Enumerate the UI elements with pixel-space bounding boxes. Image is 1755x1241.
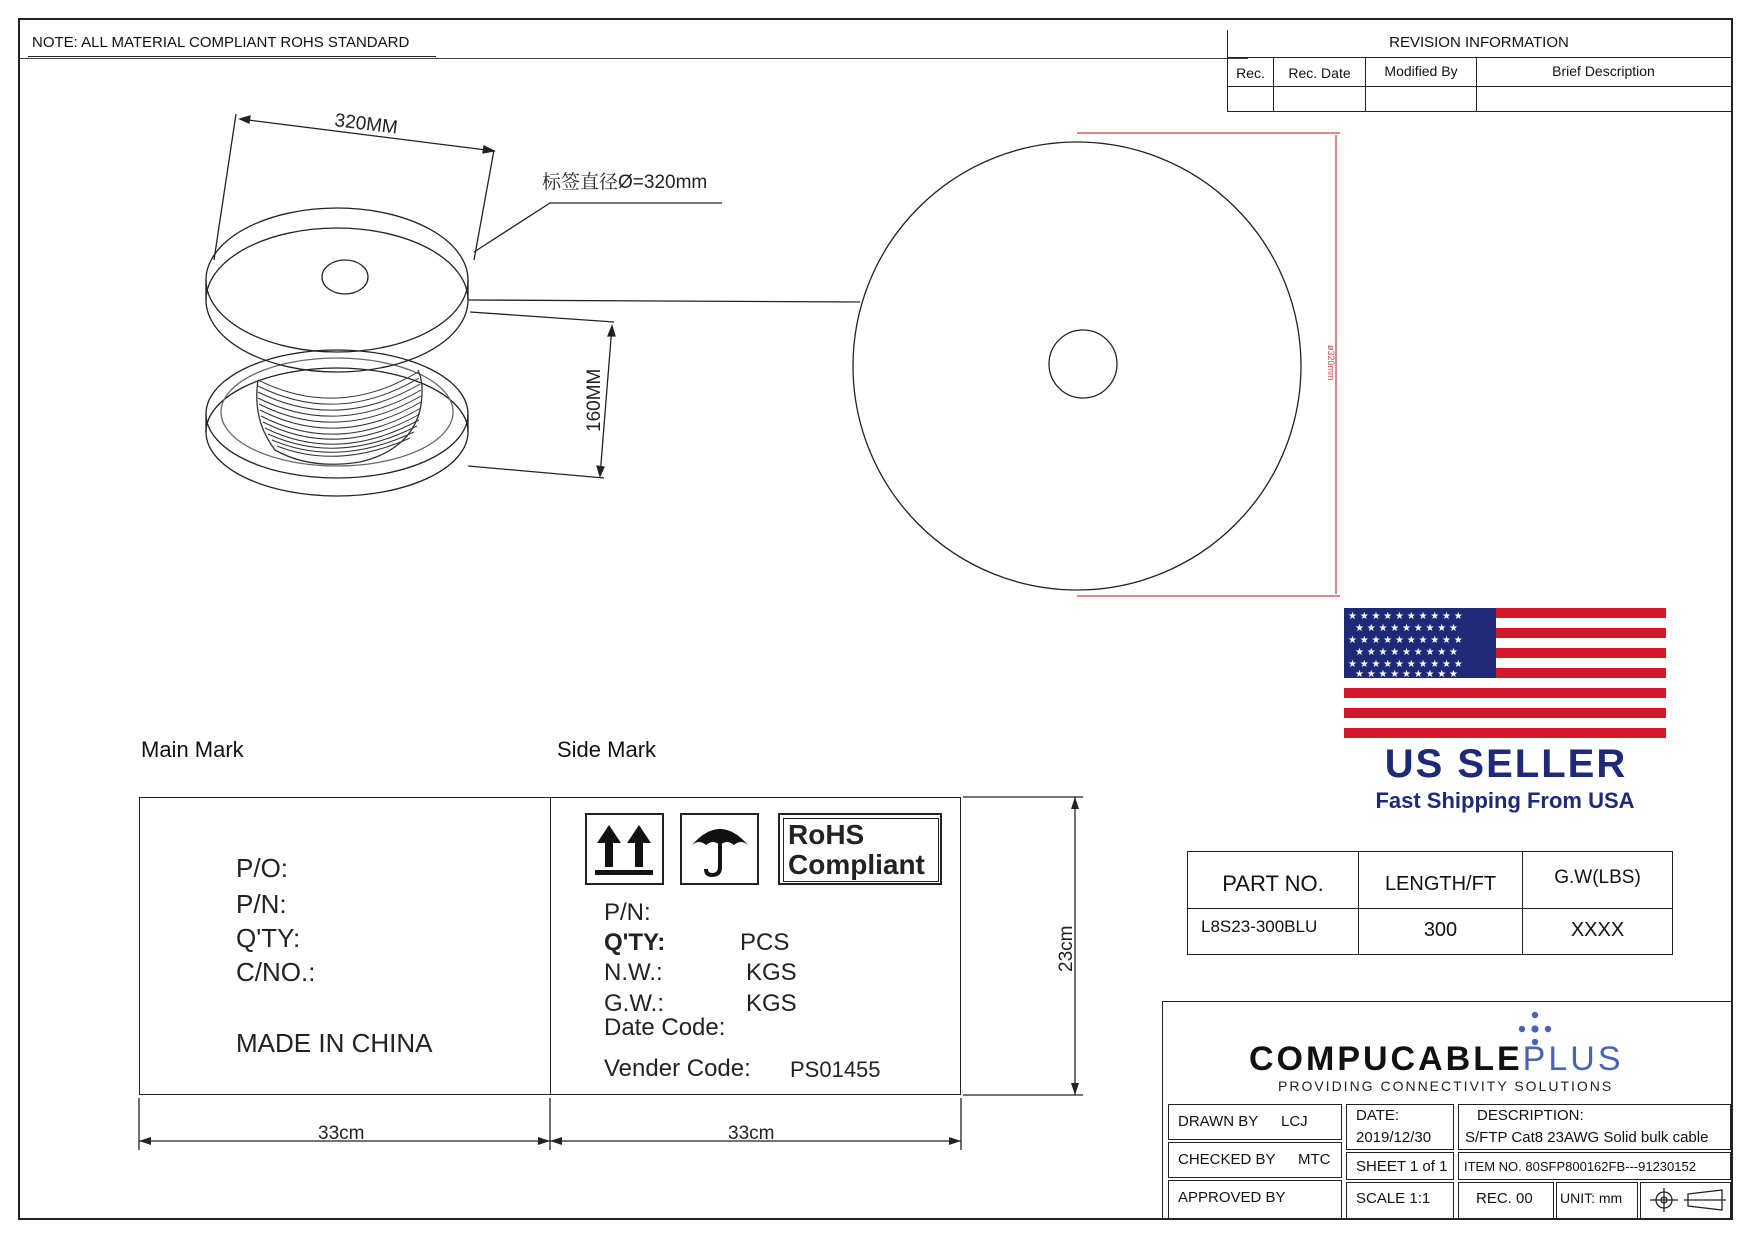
part-col-length: LENGTH/FT bbox=[1384, 873, 1497, 895]
dim-width-right: 33cm bbox=[728, 1123, 775, 1144]
side-nw: N.W.: bbox=[604, 959, 663, 986]
company-name bbox=[1249, 1040, 1624, 1079]
sheet-label: SHEET 1 of 1 bbox=[1356, 1158, 1448, 1175]
rohs-note: NOTE: ALL MATERIAL COMPLIANT ROHS STANDARD bbox=[32, 34, 410, 51]
company-name-light: PLUS bbox=[1522, 1040, 1624, 1078]
main-cno: C/NO.: bbox=[236, 957, 316, 987]
drawn-by-value: LCJ bbox=[1281, 1113, 1308, 1130]
part-value-partno: L8S23-300BLU bbox=[1201, 917, 1318, 936]
svg-text:★ ★ ★ ★ ★ ★ ★ ★ ★: ★ ★ ★ ★ ★ ★ ★ ★ ★ bbox=[1355, 647, 1458, 658]
side-qty: Q'TY: bbox=[604, 929, 666, 956]
scale-label: SCALE 1:1 bbox=[1356, 1190, 1431, 1207]
dim-height-mark: 23cm bbox=[1056, 925, 1077, 972]
spool-drawing bbox=[150, 90, 1380, 610]
title-block bbox=[1162, 1001, 1732, 1218]
rev-col-date: Rec. Date bbox=[1288, 65, 1351, 81]
desc-value: S/FTP Cat8 23AWG Solid bulk cable bbox=[1465, 1129, 1709, 1146]
part-col-partno: PART NO. bbox=[1222, 871, 1324, 896]
us-seller-badge bbox=[1340, 608, 1670, 813]
main-mark-label: Main Mark bbox=[141, 737, 244, 762]
part-col-weight: G.W(LBS) bbox=[1554, 867, 1641, 888]
svg-text:★ ★ ★ ★ ★ ★ ★ ★ ★ ★: ★ ★ ★ ★ ★ ★ ★ ★ ★ ★ bbox=[1348, 611, 1463, 622]
side-gw-unit: KGS bbox=[746, 990, 797, 1017]
part-value-weight: XXXX bbox=[1570, 919, 1625, 941]
checked-by-value: MTC bbox=[1298, 1151, 1331, 1168]
revision-title: REVISION INFORMATION bbox=[1389, 34, 1569, 51]
side-vender-label: Vender Code: bbox=[604, 1055, 751, 1082]
side-dim-label: ø320mm bbox=[1326, 345, 1336, 381]
part-table bbox=[1187, 851, 1673, 955]
mark-dimensions bbox=[130, 790, 1090, 1160]
rev-col-rec: Rec. bbox=[1236, 65, 1265, 81]
svg-text:★ ★ ★ ★ ★ ★ ★ ★ ★ ★: ★ ★ ★ ★ ★ ★ ★ ★ ★ ★ bbox=[1348, 635, 1463, 646]
side-nw-unit: KGS bbox=[746, 959, 797, 986]
unit-label: UNIT: mm bbox=[1560, 1190, 1623, 1206]
made-in-china: MADE IN CHINA bbox=[236, 1028, 433, 1058]
side-vender-value: PS01455 bbox=[790, 1057, 881, 1082]
dim-height-label: 160MM bbox=[584, 368, 605, 432]
rev-col-description: Brief Description bbox=[1552, 63, 1655, 79]
us-seller-title: US SELLER bbox=[1384, 742, 1628, 786]
rev-col-modified: Modified By bbox=[1384, 63, 1458, 79]
dim-width-left: 33cm bbox=[318, 1123, 365, 1144]
drawn-by-label: DRAWN BY bbox=[1178, 1113, 1259, 1130]
main-pn: P/N: bbox=[236, 889, 287, 919]
date-label: DATE: bbox=[1356, 1107, 1400, 1124]
side-date-code: Date Code: bbox=[604, 1014, 726, 1041]
label-diameter: 标签直径Ø=320mm bbox=[542, 172, 708, 193]
svg-text:★ ★ ★ ★ ★ ★ ★ ★ ★ ★: ★ ★ ★ ★ ★ ★ ★ ★ ★ ★ bbox=[1348, 659, 1463, 670]
company-name-bold: COMPUCABLE bbox=[1249, 1040, 1523, 1078]
svg-text:★ ★ ★ ★ ★ ★ ★ ★ ★: ★ ★ ★ ★ ★ ★ ★ ★ ★ bbox=[1355, 623, 1458, 634]
company-tagline: PROVIDING CONNECTIVITY SOLUTIONS bbox=[1278, 1078, 1614, 1094]
side-gw: G.W.: bbox=[604, 990, 664, 1017]
side-pn: P/N: bbox=[604, 899, 651, 926]
note-separator bbox=[20, 58, 1248, 59]
date-value: 2019/12/30 bbox=[1356, 1129, 1432, 1146]
checked-by-label: CHECKED BY bbox=[1178, 1151, 1276, 1168]
main-qty: Q'TY: bbox=[236, 923, 301, 953]
desc-label: DESCRIPTION: bbox=[1477, 1107, 1584, 1124]
projection-symbol-icon bbox=[1644, 1186, 1728, 1214]
us-flag-icon bbox=[1344, 608, 1674, 738]
part-value-length: 300 bbox=[1423, 919, 1458, 941]
side-mark-label: Side Mark bbox=[557, 737, 657, 762]
svg-text:★ ★ ★ ★ ★ ★ ★ ★ ★: ★ ★ ★ ★ ★ ★ ★ ★ ★ bbox=[1355, 669, 1458, 680]
main-po: P/O: bbox=[236, 853, 289, 883]
us-seller-subtitle: Fast Shipping From USA bbox=[1375, 788, 1635, 813]
item-no: ITEM NO. 80SFP800162FB---91230152 bbox=[1464, 1159, 1696, 1174]
dim-width-label: 320MM bbox=[333, 110, 399, 139]
note-underline bbox=[28, 56, 436, 57]
side-qty-unit: PCS bbox=[740, 929, 790, 956]
rohs-stamp-line2: Compliant bbox=[788, 849, 925, 880]
rohs-stamp-line1: RoHS bbox=[788, 819, 865, 850]
rec-label: REC. 00 bbox=[1476, 1190, 1533, 1207]
approved-by-label: APPROVED BY bbox=[1178, 1189, 1286, 1206]
